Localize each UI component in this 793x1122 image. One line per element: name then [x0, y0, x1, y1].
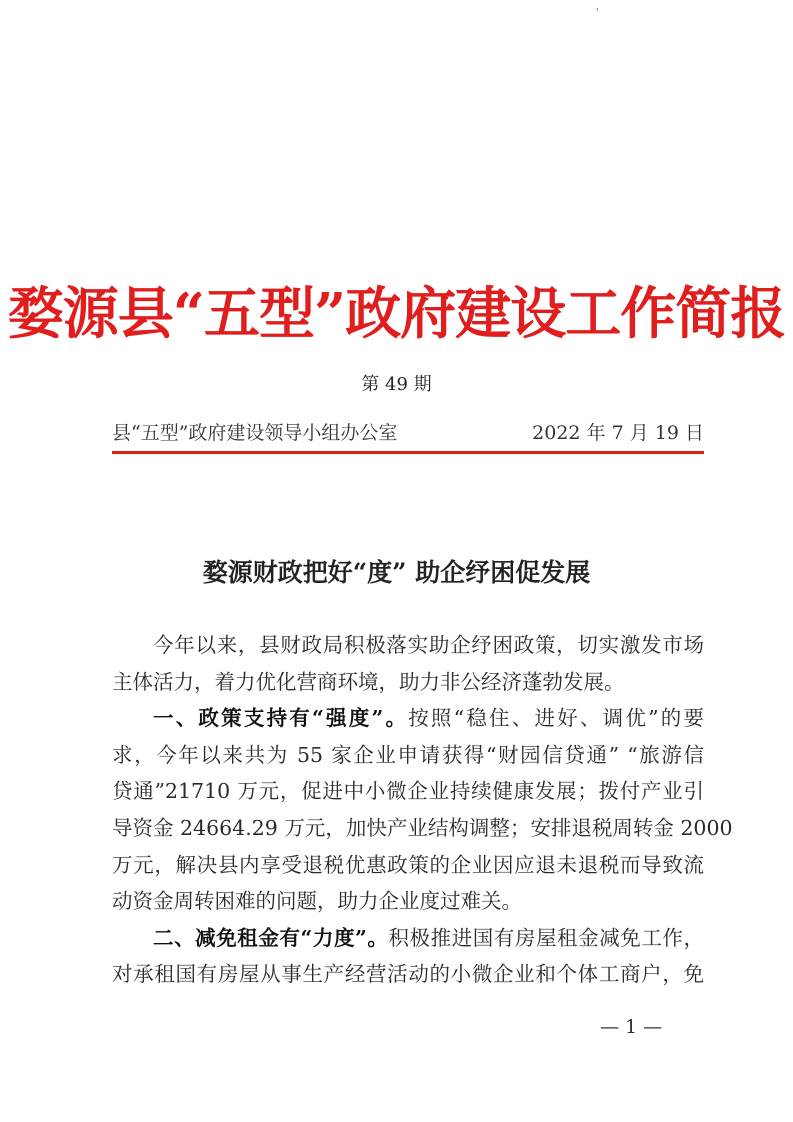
red-divider [112, 451, 704, 454]
article-body [112, 627, 733, 993]
paragraph-line: 对承租国有房屋从事生产经营活动的小微企业和个体工商户，免 [112, 962, 704, 987]
paragraph-line: 动资金周转困难的问题，助力企业度过难关。 [112, 889, 522, 914]
corner-mark: ' [596, 8, 599, 18]
issue-date: 2022 年 7 月 19 日 [532, 422, 704, 444]
section-heading: 二、减免租金有“力度”。 [153, 925, 389, 950]
issue-number: 第 49 期 [361, 374, 432, 395]
issuer: 县“五型”政府建设领导小组办公室 [112, 422, 398, 444]
paragraph-line: 主体活力，着力优化营商环境，助力非公经济蓬勃发展。 [112, 669, 625, 694]
paragraph-line: 万元，解决县内享受退税优惠政策的企业因应退未退税而导致流 [112, 852, 704, 877]
paragraph-line: 今年以来，县财政局积极落实助企纾困政策，切实激发市场 [153, 633, 704, 657]
page-number: — 1 — [600, 1016, 663, 1038]
article-title: 婺源财政把好“度” 助企纾困促发展 [202, 558, 591, 587]
paragraph-text: 按照“稳住、进好、调优”的要 [408, 706, 704, 731]
paragraph-line: 导资金 24664.29 万元，加快产业结构调整；安排退税周转金 2000 [112, 815, 733, 840]
paragraph-line: 贷通”21710 万元，促进中小微企业持续健康发展；拨付产业引 [112, 779, 704, 804]
masthead-title: 婺源县“五型”政府建设工作简报 [7, 281, 786, 347]
paragraph-text: 积极推进国有房屋租金减免工作， [388, 925, 704, 950]
paragraph-line: 求，今年以来共为 55 家企业申请获得“财园信贷通” “旅游信 [112, 742, 704, 767]
paragraph-line [112, 920, 704, 957]
paragraph-line [112, 700, 704, 737]
section-heading: 一、政策支持有“强度”。 [153, 706, 409, 731]
